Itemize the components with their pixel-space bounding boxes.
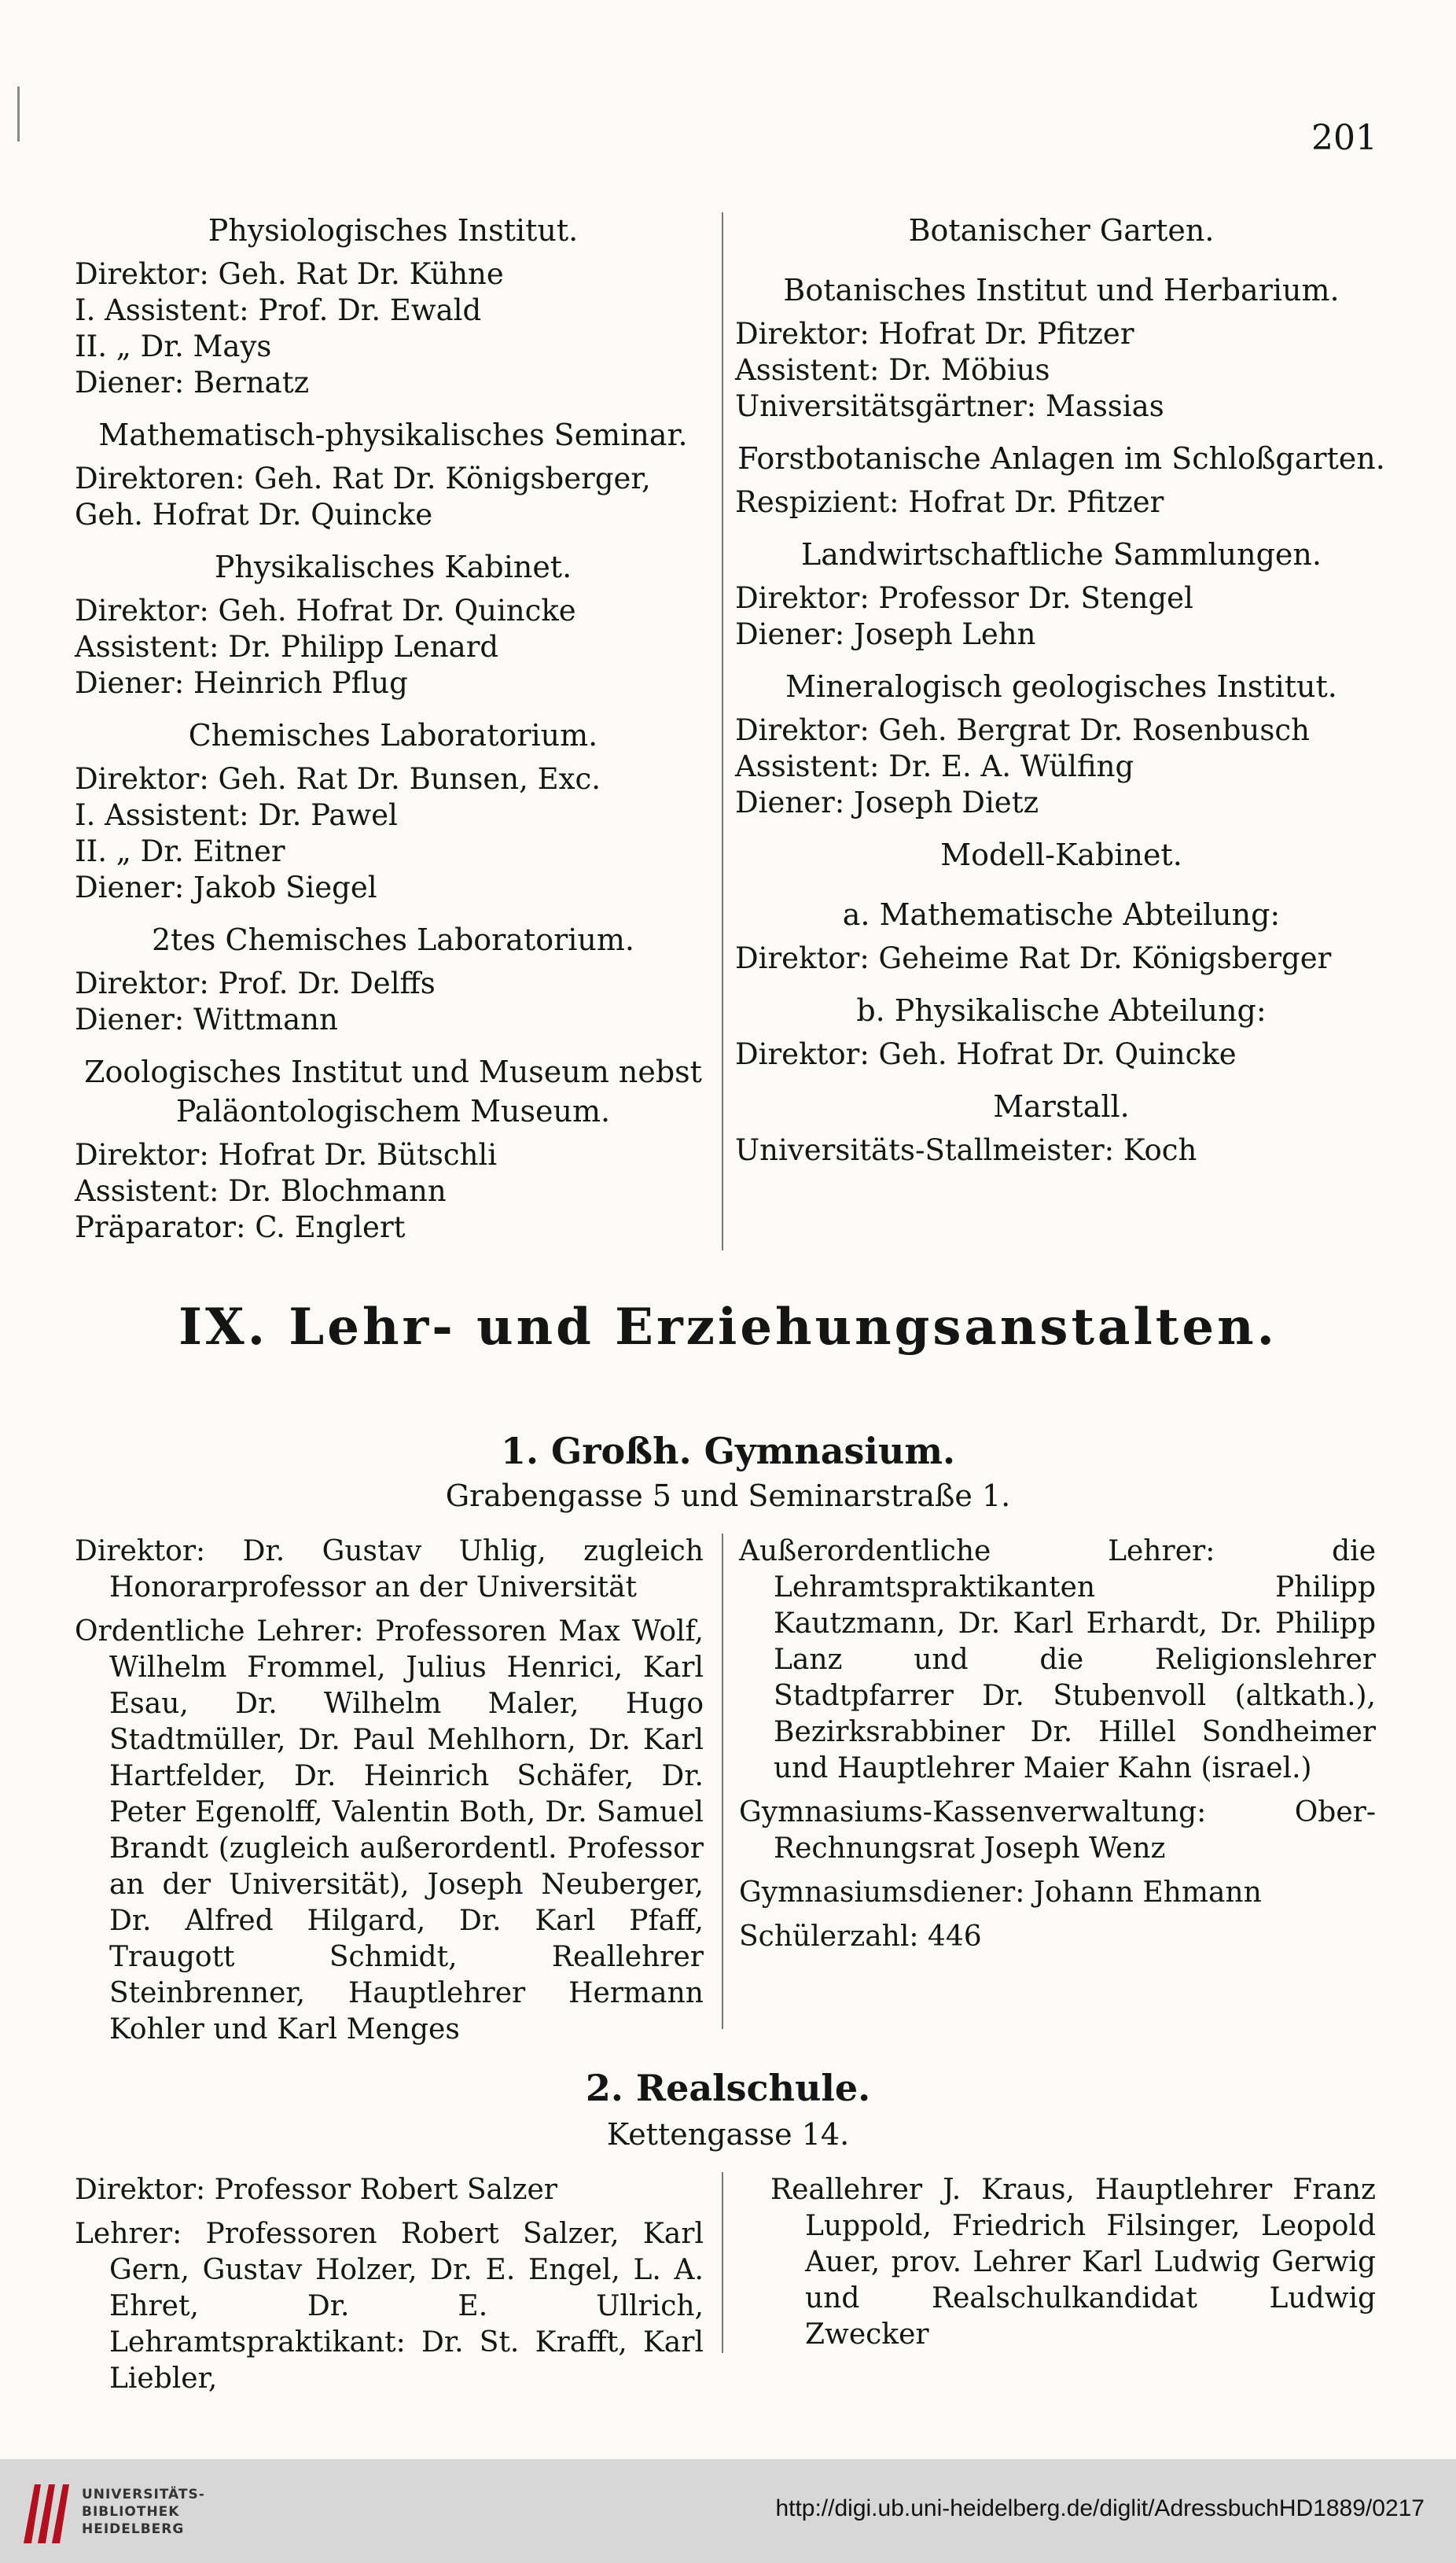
paragraph-entry: Gymnasiums-Kassenverwaltung: Ober-Rechnungsrat Joseph Wenz xyxy=(739,1796,1376,1865)
section-heading: Botanisches Institut und Herbarium. xyxy=(783,273,1340,307)
directory-entry: Direktor: Prof. Dr. Delffs xyxy=(75,967,436,1000)
section-heading: Modell-Kabinet. xyxy=(940,838,1182,872)
spacer xyxy=(739,1867,1376,1875)
spacer xyxy=(75,1606,704,1614)
section-heading: Mathematisch-physikalisches Seminar. xyxy=(98,418,688,452)
directory-entry: Direktor: Geh. Hofrat Dr. Quincke xyxy=(735,1037,1237,1071)
directory-entry: Direktor: Geh. Rat Dr. Kühne xyxy=(75,257,504,291)
directory-entry: Präparator: C. Englert xyxy=(75,1210,406,1244)
section-heading: a. Mathematische Abteilung: xyxy=(842,897,1281,932)
directory-entry: Direktor: Hofrat Dr. Bütschli xyxy=(75,1138,498,1172)
section-heading: Mineralogisch geologisches Institut. xyxy=(785,669,1337,704)
section-title: IX. Lehr- und Erziehungsanstalten. xyxy=(178,1298,1278,1357)
realschule-title: 2. Realschule. xyxy=(585,2067,871,2109)
directory-entry: II. „ Dr. Eitner xyxy=(75,834,285,868)
directory-entry: Direktor: Geh. Bergrat Dr. Rosenbusch xyxy=(735,713,1310,747)
paragraph-entry: Lehrer: Professoren Robert Salzer, Karl Gern, Gustav Holzer, Dr. E. Engel, L. A. Ehret, Dr. E. Ullrich, Lehramtspraktikant: Dr. St. Krafft, Karl Liebler, xyxy=(75,2218,704,2395)
paragraph-entry: Reallehrer J. Kraus, Hauptlehrer Franz Luppold, Friedrich Filsinger, Leopold Auer, prov. Lehrer Karl Ludwig Gerwig und Realschulkandidat Ludwig Zwecker xyxy=(770,2174,1376,2351)
source-link[interactable]: http://digi.ub.uni-heidelberg.de/diglit/AdressbuchHD1889/0217 xyxy=(775,2495,1425,2521)
column-divider xyxy=(722,2172,723,2353)
gymnasium-left-text xyxy=(75,1534,704,2056)
directory-entry: Diener: Bernatz xyxy=(75,366,310,400)
directory-entry: Direktoren: Geh. Rat Dr. Königsberger, xyxy=(75,462,651,495)
column-divider xyxy=(722,1534,723,2029)
directory-entry: Diener: Jakob Siegel xyxy=(75,871,377,904)
right-column xyxy=(735,211,1388,1183)
directory-entry: Assistent: Dr. Möbius xyxy=(735,353,1050,387)
page-number: 201 xyxy=(1311,118,1377,158)
paragraph-entry: Außerordentliche Lehrer: die Lehramtspraktikanten Philipp Kautzmann, Dr. Karl Erhardt, Dr. Philipp Lanz und die Religionslehrer Stadtpfarrer Dr. Stubenvoll (altkath.), Bezirksrabbiner Dr. Hillel Sondheimer und Hauptlehrer Maier Kahn (israel.) xyxy=(739,1535,1376,1784)
directory-entry: Diener: Heinrich Pflug xyxy=(75,666,408,700)
paragraph-entry: Ordentliche Lehrer: Professoren Max Wolf, Wilhelm Frommel, Julius Henrici, Karl Esau, Dr. Wilhelm Maler, Hugo Stadtmüller, Dr. Paul Mehlhorn, Dr. Karl Hartfelder, Dr. Heinrich Schäfer, Dr. Peter Egenolff, Valentin Both, Dr. Samuel Brandt (zugleich außerordentl. Professor an der Universität), Joseph Neuberger, Dr. Alfred Hilgard, Dr. Karl Pfaff, Traugott Schmidt, Reallehrer Steinbrenner, Hauptlehrer Hermann Kohler und Karl Menges xyxy=(75,1615,704,2046)
section-heading: Chemisches Laboratorium. xyxy=(188,718,598,753)
spacer xyxy=(75,906,711,920)
spacer xyxy=(735,256,1388,271)
section-heading: Physiologisches Institut. xyxy=(208,213,579,248)
paragraph-entry: Direktor: Dr. Gustav Uhlig, zugleich Honorarprofessor an der Universität xyxy=(75,1535,704,1604)
section-heading: Botanischer Garten. xyxy=(908,213,1215,248)
spacer xyxy=(75,1038,711,1052)
directory-entry: Geh. Hofrat Dr. Quincke xyxy=(75,498,433,532)
directory-entry: II. „ Dr. Mays xyxy=(75,330,272,363)
spacer xyxy=(739,1955,1376,1963)
spacer xyxy=(735,977,1388,991)
section-heading: Landwirtschaftliche Sammlungen. xyxy=(801,537,1322,572)
spacer xyxy=(75,1246,711,1260)
spacer xyxy=(739,1911,1376,1919)
directory-entry: Universitäts-Stallmeister: Koch xyxy=(735,1133,1197,1167)
directory-entry: Assistent: Dr. Philipp Lenard xyxy=(75,630,499,664)
spacer xyxy=(735,653,1388,667)
spacer xyxy=(735,881,1388,895)
directory-entry: Direktor: Geheime Rat Dr. Königsberger xyxy=(735,941,1332,975)
directory-entry: Respizient: Hofrat Dr. Pfitzer xyxy=(735,485,1164,519)
spacer xyxy=(735,425,1388,439)
gymnasium-title: 1. Großh. Gymnasium. xyxy=(500,1430,956,1472)
directory-entry: I. Assistent: Dr. Pawel xyxy=(75,798,398,832)
directory-entry: Assistent: Dr. E. A. Wülfing xyxy=(735,749,1134,783)
directory-entry: Direktor: Professor Dr. Stengel xyxy=(735,581,1193,615)
directory-entry: Universitätsgärtner: Massias xyxy=(735,389,1164,423)
section-heading: 2tes Chemisches Laboratorium. xyxy=(151,922,635,957)
paragraph-entry: Schülerzahl: 446 xyxy=(739,1920,982,1953)
spacer xyxy=(735,1169,1388,1183)
directory-entry: Direktor: Geh. Hofrat Dr. Quincke xyxy=(75,594,576,628)
directory-entry: Assistent: Dr. Blochmann xyxy=(75,1174,447,1208)
library-name: UNIVERSITÄTS- BIBLIOTHEK HEIDELBERG xyxy=(82,2487,205,2537)
directory-entry: Diener: Joseph Dietz xyxy=(735,786,1039,819)
realschule-left-text xyxy=(75,2172,704,2405)
spacer xyxy=(735,1073,1388,1087)
section-heading: b. Physikalische Abteilung: xyxy=(856,993,1267,1028)
section-heading: Zoologisches Institut und Museum nebst Paläontologischem Museum. xyxy=(84,1055,702,1129)
directory-entry: Diener: Wittmann xyxy=(75,1003,338,1037)
spacer xyxy=(770,2353,1376,2361)
directory-entry: Diener: Joseph Lehn xyxy=(735,617,1036,651)
realschule-address: Kettengasse 14. xyxy=(606,2117,850,2152)
spacer xyxy=(735,821,1388,835)
spacer xyxy=(75,2048,704,2056)
spacer xyxy=(735,521,1388,535)
spacer xyxy=(75,533,711,547)
library-logo-icon xyxy=(17,2476,72,2547)
left-column xyxy=(75,211,711,1260)
directory-entry: I. Assistent: Prof. Dr. Ewald xyxy=(75,293,482,327)
footer-bar xyxy=(0,2459,1456,2563)
spacer xyxy=(75,401,711,415)
directory-entry: Direktor: Hofrat Dr. Pfitzer xyxy=(735,317,1134,351)
section-heading: Physikalisches Kabinet. xyxy=(214,550,572,584)
directory-entry: Direktor: Geh. Rat Dr. Bunsen, Exc. xyxy=(75,762,601,796)
margin-mark xyxy=(17,87,20,142)
spacer xyxy=(739,1787,1376,1795)
gymnasium-address: Grabengasse 5 und Seminarstraße 1. xyxy=(445,1479,1011,1513)
gymnasium-right-text xyxy=(739,1534,1376,1963)
spacer xyxy=(75,702,711,716)
realschule-right-text xyxy=(770,2172,1376,2361)
section-heading: Forstbotanische Anlagen im Schloßgarten. xyxy=(737,441,1385,476)
paragraph-entry: Gymnasiumsdiener: Johann Ehmann xyxy=(739,1876,1262,1909)
section-heading: Marstall. xyxy=(993,1089,1130,1124)
spacer xyxy=(75,2397,704,2405)
spacer xyxy=(75,2208,704,2216)
column-divider xyxy=(722,212,723,1250)
paragraph-entry: Direktor: Professor Robert Salzer xyxy=(75,2174,558,2206)
